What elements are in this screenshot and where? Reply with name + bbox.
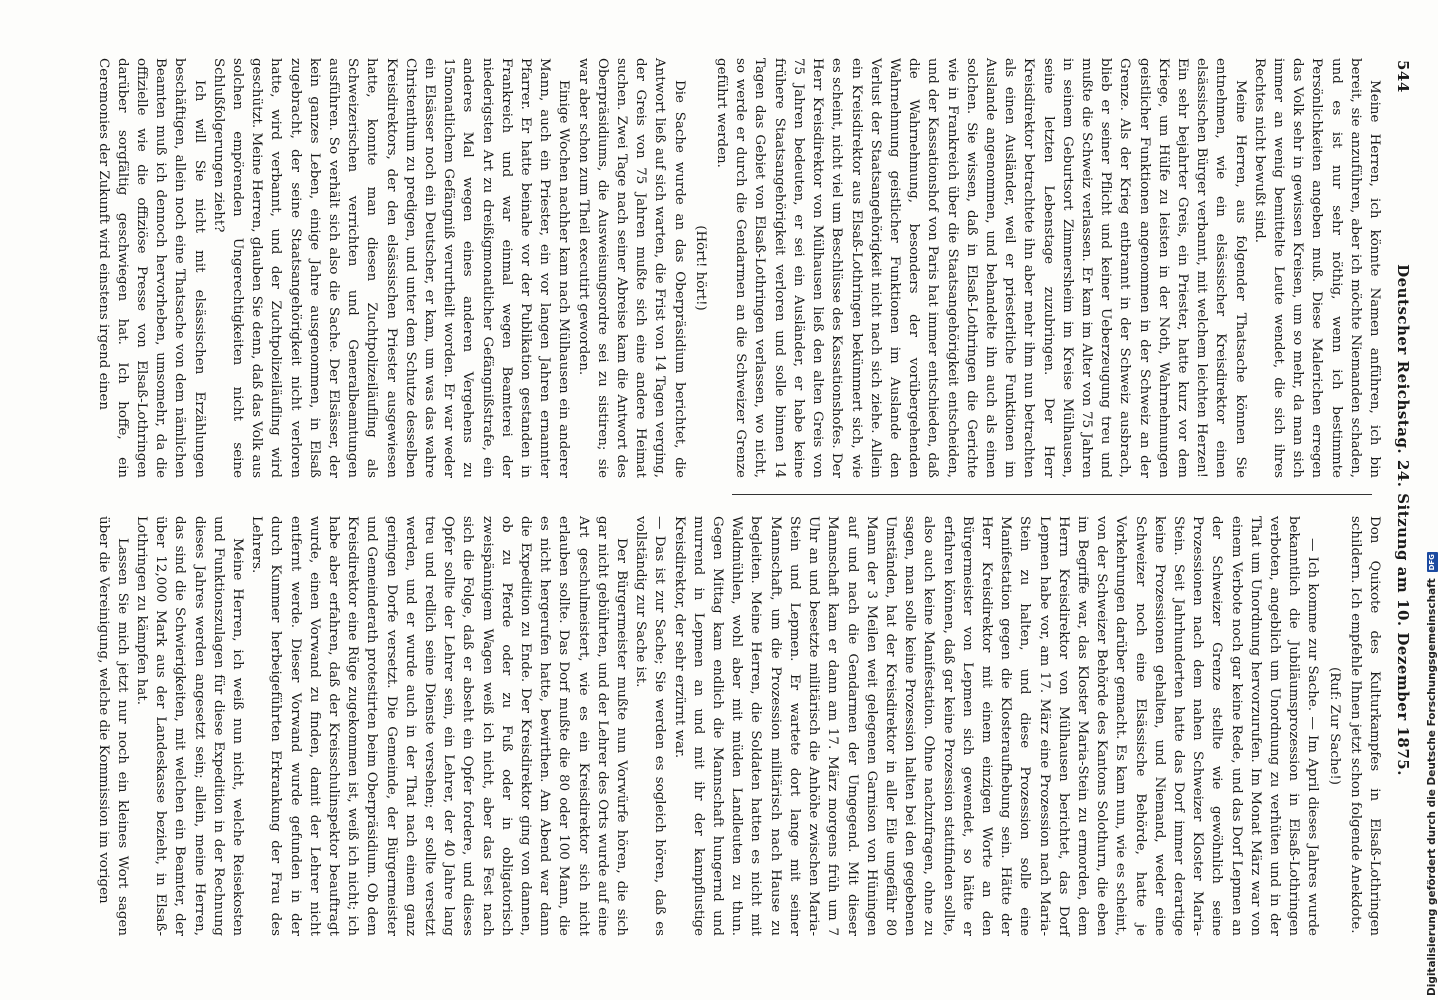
credit-text: Digitalisierung gefördert durch die Deutsche Forschungsgemeinschaft [1426,578,1438,996]
right-text-column [93,516,1384,936]
dfg-logo-icon: DFG [1428,554,1436,571]
paragraph: Lassen Sie mich jetzt nur noch ein kleines Wort sagen über die Vereinigung, welche die Kommission im vorigen [95,516,130,936]
paragraph: Ich will Sie nicht mit elsässischen Erzählungen beschäftigen, allein noch eine Thatsache von dem nämlichen Beamten muß ich dennoch hervorheben, umsomehr, da die offizielle wie die offiziöse Presse von Elsaß-Lothringen darüber sorgfältig geschwiegen hat. Ich hoffe, ein Ceremonies der Zukunft wird einstens irgend einen [95,58,207,478]
page-number: 544 [1394,60,1412,93]
paragraph: (Ruf: Zur Sache!) [1326,666,1342,786]
paragraph: Meine Herren, ich weiß nun nicht, welche Reisekosten und Funktionszulagen für diese Expedition in der Rechnung dieses Jahres werden angesetzt sein; allein, meine Herren, das sind die Schwierigkeiten, mit welchen ein Beamter, der über 12,000 Mark aus der Landeskasse bezieht, in Elsaß-Lothringen zu kämpfen hat. [134,516,246,936]
page-title: Deutscher Reichstag. 24. Sitzung am 10. Dezember 1875. [1394,264,1412,776]
paragraph: Einige Wochen nachher kam nach Mülhausen ein anderer Mann, auch ein Priester, ein vor langen Jahren ernannter Pfarrer. Er hatte beinahe vor der Publikation gestanden in Frankreich und war einmal wegen Beamterei der niederigsten Art zu dreißigmonatlicher Gefängnißstrafe, ein anderes Mal wegen eines anderen Vergehens zu 15monatlichem Gefängniß verurtheilt worden. Er war weder ein Elsässer noch ein Deutscher, er kam, um was das wahre Christenthum zu predigen, und unter dem Schutze desselben Kreisdirektors, der den elsässischen Priester ausgewiesen hatte, konnte man diesen Zuchtpolizeiläufling als Schweizerischen verrichten und Generalbeamtungen ausführen. So verhält sich also die Sache. Der Elsässer, der kein ganzes Leben, einige Jahre ausgenommen, in Elsaß zugebracht, der seine Staatsangehörigkeit nicht verloren hatte, wird verbannt, und der Zuchtpolizeiläufling wird geschützt. Meine Herren, glauben Sie denn, daß das Volk aus solchen empörenden Ungerechtigkeiten nicht seine Schlußfolgerungen zieht? [210,58,572,478]
paragraph: Meine Herren, ich könnte Namen anführen, ich bin bereit, sie anzuführen, aber ich möchte Niemanden schaden, und es ist nur sehr nöthig, wenn ich bestimmte Persönlichkeiten angeben muß. Diese Malerichen erregen das Volk sehr in gewissen Kreisen, um so mehr, da man sich immer an wenig bemittelte Leute wendet, die sich ihres Rechtes nicht bewußt sind. [1251,58,1382,478]
column-divider [732,494,1372,495]
paragraph: — Ich komme zur Sache. — Im April dieses Jahres wurde bekanntlich die Jubiläumsprozession in Elsaß-Lothringen verboten, angeblich um Unordnung zu verhüten und in der That um Unordnung hervorzurufen. Im Monat März war von einem Verbote noch gar keine Rede, und das Dorf Lepmen an der Schweizer Grenze stellte wie gewöhnlich seine Prozessionen nach dem nahen Schweizer Kloster Maria-Stein. Seit Jahrhunderten hatte das Dorf immer derartige keine Prozessionen gehalten, und Niemand, weder eine Schweizer noch eine Elsässische Behörde, hatte je Vorkehrungen darüber gemacht. Es kam nun, wie es scheint, von der Schweizer Behörde des Kantons Solothurn, die eben im Begriffe war, das Kloster Maria-Stein zu ermorden, dem Herrn Kreisdirektor von Mülhausen berichtet, das Dorf Lepmen habe vor, am 17. März eine Prozession nach Maria-Stein zu halten, und diese Prozession solle eine Manifestation gegen die Klosteraufhebung sein. Hätte der Herr Kreisdirektor mit einem einzigen Worte an den Bürgermeister von Lepmen sich gewendet, so hätte er erfahren können, daß gar keine Prozession stattfinden sollte, also auch keine Manifestation. Ohne nachzufragen, ohne zu sagen, man solle keine Prozession halten bei den gegebenen Umständen, hat der Kreisdirektor in aller Eile ungefähr 80 Mann der 3 Meilen weit gelegenen Garnison von Hüningen auf und nach die Gendarmen der Umgegend. Mit dieser Mannschaft kam er dann am 17. März morgens früh um 7 Uhr an und besetzte militärisch die Anhöhe zwischen Maria-Stein und Lepmen. Er wartete dort lange mit seiner Mannschaft, um die Prozession militärisch nach Hause zu begleiten. Meine Herren, die Soldaten hatten es nicht mit Waldmühlen, wohl aber mit müden Landleuten zu thun. Gegen Mittag kam endlich die Mannschaft hungernd und murrend in Lepmen an und mit ihr der kampflustige Kreisdirektor, der sehr erzürnt war. [671,516,1321,936]
paragraph: — Das ist zur Sache; Sie werden es sogleich hören, daß es vollständig zur Sache ist. [633,516,668,936]
paragraph: Die Sache wurde an das Oberpräsidium berichtet, die Antwort ließ auf sich warten, die Frist von 14 Tagen verging, der Greis von 75 Jahren mußte sich eine andere Heimat suchen. Zwei Tage nach seiner Abreise kam die Antwort des Oberpräsidiums, die Ausweisungsordre sei zu sistiren; sie war aber schon zum Theil executirt geworden. [575,58,687,478]
left-text-column [93,58,1384,478]
paragraph: Don Quixote des Kulturkampfes in Elsaß-Lothringen schildern. Ich empfehle Ihnen jetzt schon folgende Anekdote. [1347,516,1382,936]
paragraph: (Hört! hört!) [692,225,708,311]
digitization-credit [1426,552,1438,996]
paragraph: Der Bürgermeister mußte nun Vorwürfe hören, die sich gar nicht gebührten, und der Lehrer des Orts wurde auf eine Art geschulmeistert, wie es ein Kreisdirektor sich nicht erlauben sollte. Das Dorf mußte die 80 oder 100 Mann, die es nicht hergerufen hatte, bewirthen. Am Abend war dann die Expedition zu Ende. Der Kreisdirektor ging von dannen, ob zu Pferde oder zu Fuß oder in obligatorisch zweispännigem Wagen weiß ich nicht, aber das Fest nach sich die Folge, daß er abseht ein Opfer fordere, und dieses Opfer sollte der Lehrer sein, ein Lehrer, der 40 Jahre lang treu und redlich seine Dienste versehen; er sollte versetzt werden, und er wurde auch in der That nach einem ganz geringen Dorfe versetzt. Die Gemeinde, der Bürgermeister und Gemeinderath protestirten beim Oberpräsidium. Ob dem Kreisdirektor eine Rüge zugekommen ist, weiß ich nicht; ich habe aber erfahren, daß der Kreisschulinspektor beauftragt wurde, einen Vorwand zu finden, damit der Lehrer nicht entfernt werde. Dieser Vorwand wurde gefunden in der durch Kummer herbeigeführten Erkrankung der Frau des Lehrers. [249,516,630,936]
paragraph: Meine Herren, aus folgender Thatsache können Sie entnehmen, wie ein elsässischer Kreisdirektor einen elsässischen Bürger verbannt, mit welchem leichten Herzen! Ein sehr bejahrter Greis, ein Priester, hatte kurz vor dem Kriege, um Hülfe zu leisten in der Noth, Wahrnehmungen geistlicher Funktionen angenommen in der Schweiz an der Grenze. Als der Krieg entbrannt in der Schweiz ausbrach, blieb er seiner Pflicht und keiner Ueberzeugung treu und mußte die Schweiz verlassen. Er kam im Alter von 75 Jahren in seinem Geburtsort Zimmersheim im Kreise Mülhausen, seine letzten Lebenstage zuzubringen. Der Herr Kreisdirektor betrachtete ihn aber mehr ihm nun betrachten als einen Ausländer, weil er priesterliche Funktionen im Auslande angenommen, und behandelte ihn auch als einen solchen. Sie wissen, daß in Elsaß-Lothringen die Gerichte wie in Frankreich über die Staatsangehörigkeit entscheiden, und der Kassationshof von Paris hat immer entschieden, daß die Wahrnehmung, besonders der vorübergehenden Wahrnehmung geistlicher Funktionen im Auslande den Verlust der Staatsangehörigkeit nicht nach sich ziehe. Allein ein Kreisdirektor aus Elsaß-Lothringen bekümmert sich, wie es scheint, nicht viel um Beschlüsse des Kassationshofes. Der Herr Kreisdirektor von Mülhausen ließ den alten Greis von 75 Jahren bedeuten, er sei ein Ausländer, er habe keine frühere Staatsangehörigkeit verloren und solle binnen 14 Tagen das Gebiet von Elsaß-Lothringen verlassen, wo nicht, so werde er durch die Gendarmen an die Schweizer Grenze geführt werden. [714,58,1248,478]
page-header [1392,60,1414,920]
